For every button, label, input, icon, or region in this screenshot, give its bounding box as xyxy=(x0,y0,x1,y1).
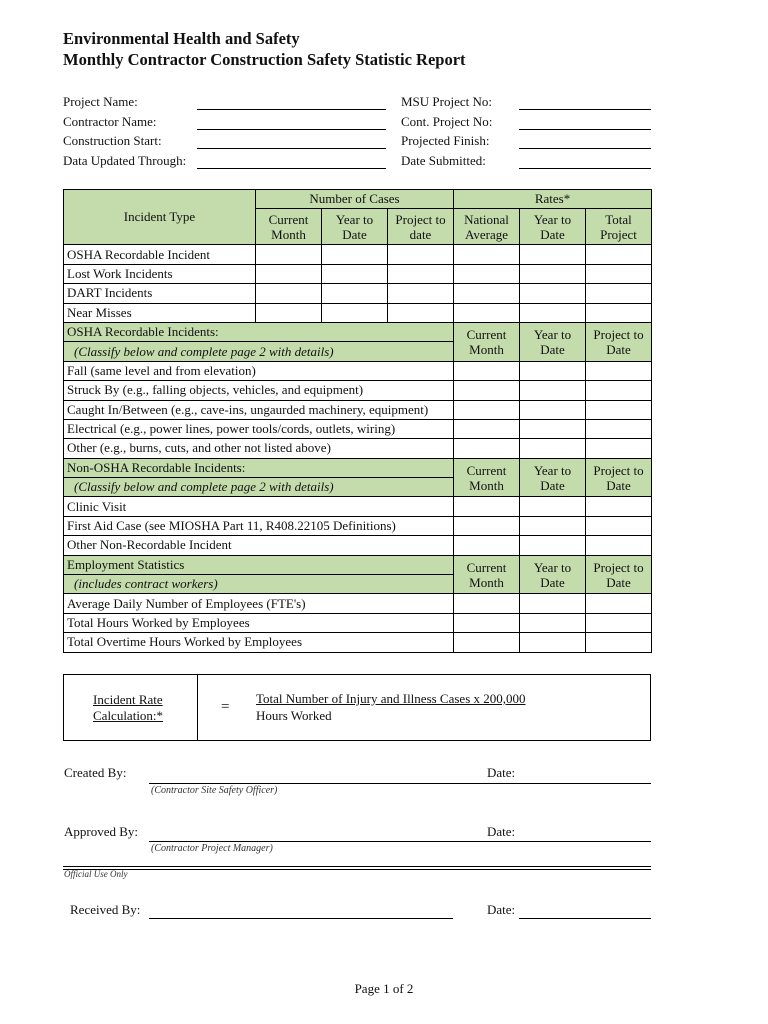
rate-year-to-date-header: Year to Date xyxy=(520,209,586,245)
input-cell[interactable] xyxy=(454,419,520,438)
input-cell[interactable] xyxy=(454,594,520,613)
row-label: Lost Work Incidents xyxy=(64,264,256,283)
msu-project-no-field[interactable] xyxy=(519,109,651,110)
date-submitted-field[interactable] xyxy=(519,168,651,169)
header-row-1 xyxy=(64,190,652,209)
official-use-label: Official Use Only xyxy=(64,869,128,879)
input-cell[interactable] xyxy=(454,303,520,322)
info-row xyxy=(63,114,653,134)
input-cell[interactable] xyxy=(322,284,388,303)
row-label: Fall (same level and from elevation) xyxy=(64,361,454,380)
employment-section-title: Employment Statistics xyxy=(64,555,454,574)
incident-rate-label xyxy=(64,675,198,740)
official-divider-bottom xyxy=(63,869,651,870)
info-row xyxy=(63,153,653,173)
created-date-label: Date: xyxy=(487,765,516,780)
input-cell[interactable] xyxy=(256,264,322,283)
cont-project-no-field[interactable] xyxy=(519,129,651,130)
non-osha-project-to-date-header: Project to Date xyxy=(586,458,652,497)
input-cell[interactable] xyxy=(454,536,520,555)
msu-project-no-label: MSU Project No: xyxy=(401,94,492,109)
input-cell[interactable] xyxy=(586,633,652,652)
input-cell[interactable] xyxy=(454,284,520,303)
input-cell[interactable] xyxy=(586,613,652,632)
input-cell[interactable] xyxy=(454,516,520,535)
input-cell[interactable] xyxy=(454,613,520,632)
osha-section-header-1 xyxy=(64,322,652,341)
input-cell[interactable] xyxy=(520,361,586,380)
info-row xyxy=(63,133,653,153)
national-average-header: National Average xyxy=(454,209,520,245)
received-by-line[interactable] xyxy=(149,918,453,919)
input-cell[interactable] xyxy=(586,497,652,516)
row-label: Near Misses xyxy=(64,303,256,322)
table-row xyxy=(64,594,652,613)
non-osha-current-month-header: Current Month xyxy=(454,458,520,497)
row-label: Clinic Visit xyxy=(64,497,454,516)
created-by-label: Created By: xyxy=(64,765,127,780)
input-cell[interactable] xyxy=(454,400,520,419)
table-row xyxy=(64,633,652,652)
project-name-label: Project Name: xyxy=(63,94,138,109)
input-cell[interactable] xyxy=(520,497,586,516)
approved-date-label: Date: xyxy=(487,824,516,839)
row-label: Average Daily Number of Employees (FTE's) xyxy=(64,594,454,613)
equals-sign: = xyxy=(221,699,230,715)
created-by-line[interactable] xyxy=(149,783,651,784)
approved-by-label: Approved By: xyxy=(64,824,139,839)
table-row xyxy=(64,613,652,632)
approved-by-note: (Contractor Project Manager) xyxy=(151,843,273,854)
number-of-cases-header: Number of Cases xyxy=(256,190,454,209)
project-to-date-header: Project to date xyxy=(388,209,454,245)
info-row xyxy=(63,94,653,114)
input-cell[interactable] xyxy=(388,264,454,283)
table-row xyxy=(64,284,652,303)
row-label: Total Overtime Hours Worked by Employees xyxy=(64,633,454,652)
input-cell[interactable] xyxy=(586,400,652,419)
current-month-header: Current Month xyxy=(256,209,322,245)
input-cell[interactable] xyxy=(586,439,652,458)
formula-numerator: Total Number of Injury and Illness Cases x 200,000 xyxy=(256,691,526,706)
input-cell[interactable] xyxy=(454,439,520,458)
input-cell[interactable] xyxy=(454,264,520,283)
input-cell[interactable] xyxy=(388,303,454,322)
osha-year-to-date-header: Year to Date xyxy=(520,322,586,361)
input-cell[interactable] xyxy=(322,303,388,322)
date-submitted-label: Date Submitted: xyxy=(401,152,486,168)
osha-project-to-date-header: Project to Date xyxy=(586,322,652,361)
table-row xyxy=(64,264,652,283)
input-cell[interactable] xyxy=(586,245,652,264)
row-label: Other (e.g., burns, cuts, and other not listed above) xyxy=(64,439,454,458)
input-cell[interactable] xyxy=(520,284,586,303)
construction-start-field[interactable] xyxy=(197,148,386,149)
row-label: Caught In/Between (e.g., cave-ins, ungaurded machinery, equipment) xyxy=(64,400,454,419)
projected-finish-label: Projected Finish: xyxy=(401,133,490,149)
input-cell[interactable] xyxy=(256,245,322,264)
input-cell[interactable] xyxy=(520,303,586,322)
table-row xyxy=(64,381,652,400)
year-to-date-header: Year to Date xyxy=(322,209,388,245)
input-cell[interactable] xyxy=(520,381,586,400)
input-cell[interactable] xyxy=(454,245,520,264)
input-cell[interactable] xyxy=(454,381,520,400)
data-updated-label: Data Updated Through: xyxy=(63,152,187,168)
input-cell[interactable] xyxy=(322,245,388,264)
input-cell[interactable] xyxy=(256,303,322,322)
title-line-2: Monthly Contractor Construction Safety Statistic Report xyxy=(63,50,466,69)
non-osha-year-to-date-header: Year to Date xyxy=(520,458,586,497)
input-cell[interactable] xyxy=(520,264,586,283)
input-cell[interactable] xyxy=(586,303,652,322)
row-label: Total Hours Worked by Employees xyxy=(64,613,454,632)
input-cell[interactable] xyxy=(586,594,652,613)
input-cell[interactable] xyxy=(586,284,652,303)
employment-section-header-1 xyxy=(64,555,652,574)
formula-denominator: Hours Worked xyxy=(256,708,332,723)
input-cell[interactable] xyxy=(388,284,454,303)
non-osha-section-header-1 xyxy=(64,458,652,477)
employment-current-month-header: Current Month xyxy=(454,555,520,594)
cont-project-no-label: Cont. Project No: xyxy=(401,113,493,129)
row-label: DART Incidents xyxy=(64,284,256,303)
table-row xyxy=(64,400,652,419)
project-name-field[interactable] xyxy=(197,109,386,110)
incident-type-header: Incident Type xyxy=(64,190,256,245)
input-cell[interactable] xyxy=(586,516,652,535)
input-cell[interactable] xyxy=(454,633,520,652)
osha-current-month-header: Current Month xyxy=(454,322,520,361)
incident-rate-label-line2: Calculation:* xyxy=(93,708,164,723)
title-line-1: Environmental Health and Safety xyxy=(63,29,300,48)
row-label: Other Non-Recordable Incident xyxy=(64,536,454,555)
employment-section-subtitle: (includes contract workers) xyxy=(64,575,454,594)
row-label: Struck By (e.g., falling objects, vehicles, and equipment) xyxy=(64,381,454,400)
contractor-name-label: Contractor Name: xyxy=(63,113,157,129)
input-cell[interactable] xyxy=(520,419,586,438)
created-by-note: (Contractor Site Safety Officer) xyxy=(151,785,278,796)
incident-rate-label-line1: Incident Rate xyxy=(93,692,163,707)
input-cell[interactable] xyxy=(322,264,388,283)
osha-section-subtitle: (Classify below and complete page 2 with details) xyxy=(64,342,454,361)
report-title xyxy=(63,28,466,70)
input-cell[interactable] xyxy=(586,419,652,438)
approved-by-line[interactable] xyxy=(149,841,651,842)
statistics-table xyxy=(63,189,652,653)
table-row xyxy=(64,536,652,555)
data-updated-field[interactable] xyxy=(197,168,386,169)
page-number: Page 1 of 2 xyxy=(354,981,414,996)
osha-section-title: OSHA Recordable Incidents: xyxy=(64,322,454,341)
table-row xyxy=(64,497,652,516)
input-cell[interactable] xyxy=(454,497,520,516)
received-by-label: Received By: xyxy=(70,902,141,917)
total-project-header: Total Project xyxy=(586,209,652,245)
input-cell[interactable] xyxy=(520,633,586,652)
table-row xyxy=(64,361,652,380)
row-label: OSHA Recordable Incident xyxy=(64,245,256,264)
official-divider-top xyxy=(63,866,651,867)
employment-year-to-date-header: Year to Date xyxy=(520,555,586,594)
construction-start-label: Construction Start: xyxy=(63,133,162,149)
input-cell[interactable] xyxy=(520,439,586,458)
project-info xyxy=(63,94,653,172)
input-cell[interactable] xyxy=(520,516,586,535)
rates-header: Rates* xyxy=(454,190,652,209)
input-cell[interactable] xyxy=(454,361,520,380)
employment-project-to-date-header: Project to Date xyxy=(586,555,652,594)
table-row xyxy=(64,303,652,322)
table-row xyxy=(64,516,652,535)
input-cell[interactable] xyxy=(388,245,454,264)
input-cell[interactable] xyxy=(520,400,586,419)
input-cell[interactable] xyxy=(520,536,586,555)
input-cell[interactable] xyxy=(520,594,586,613)
row-label: Electrical (e.g., power lines, power tools/cords, outlets, wiring) xyxy=(64,419,454,438)
non-osha-section-subtitle: (Classify below and complete page 2 with details) xyxy=(64,478,454,497)
input-cell[interactable] xyxy=(586,381,652,400)
input-cell[interactable] xyxy=(520,613,586,632)
table-row xyxy=(64,439,652,458)
input-cell[interactable] xyxy=(586,536,652,555)
row-label: First Aid Case (see MIOSHA Part 11, R408.22105 Definitions) xyxy=(64,516,454,535)
received-date-line[interactable] xyxy=(519,918,651,919)
input-cell[interactable] xyxy=(586,264,652,283)
input-cell[interactable] xyxy=(586,361,652,380)
input-cell[interactable] xyxy=(520,245,586,264)
projected-finish-field[interactable] xyxy=(519,148,651,149)
non-osha-section-title: Non-OSHA Recordable Incidents: xyxy=(64,458,454,477)
received-date-label: Date: xyxy=(487,902,516,917)
table-row xyxy=(64,419,652,438)
input-cell[interactable] xyxy=(256,284,322,303)
contractor-name-field[interactable] xyxy=(197,129,386,130)
incident-rate-box xyxy=(63,674,651,741)
table-row xyxy=(64,245,652,264)
